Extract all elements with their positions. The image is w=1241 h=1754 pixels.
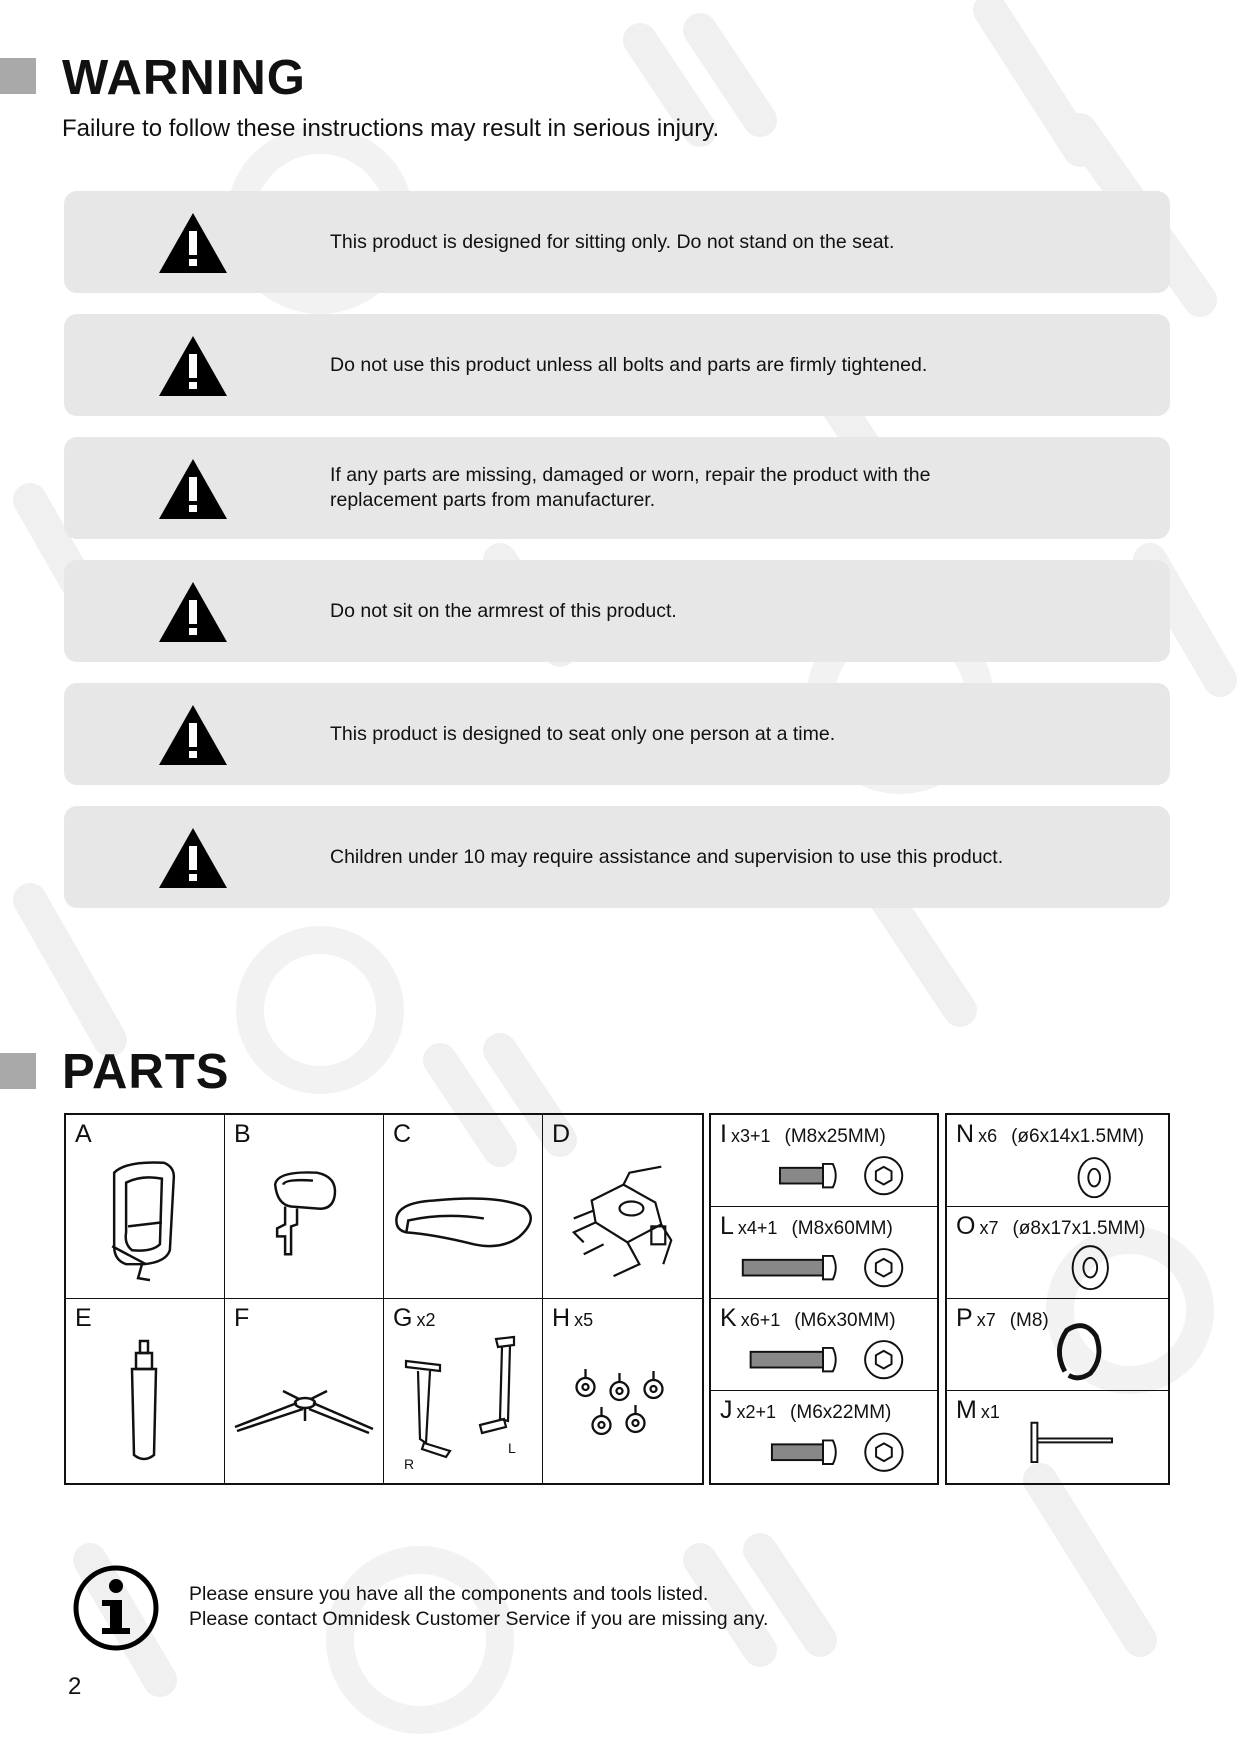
- part-spec: (M6x30MM): [794, 1310, 896, 1331]
- warning-item: [64, 314, 1170, 416]
- warning-section-marker: [0, 58, 36, 94]
- part-cell-h: [543, 1299, 702, 1483]
- mechanism-drawing: [543, 1115, 702, 1298]
- hardware-cell-n: [947, 1115, 1168, 1207]
- warning-title: WARNING: [62, 51, 306, 105]
- spring-washer-drawing: [947, 1299, 1168, 1390]
- part-letter: J: [720, 1396, 733, 1424]
- hardware-cell-p: [947, 1299, 1168, 1391]
- short-bolt-drawing: [711, 1115, 937, 1206]
- part-letter: C: [393, 1120, 412, 1148]
- part-letter: K: [720, 1304, 737, 1332]
- part-letter: B: [234, 1120, 251, 1148]
- part-quantity: x1: [980, 1402, 1000, 1422]
- part-spec: (M8): [1009, 1310, 1049, 1331]
- part-cell-a: [66, 1115, 225, 1299]
- part-letter: I: [720, 1120, 727, 1148]
- hardware-cell-o: [947, 1207, 1168, 1299]
- warning-item: [64, 191, 1170, 293]
- part-quantity: x7: [979, 1218, 999, 1238]
- hardware-cell-j: [711, 1391, 937, 1483]
- part-quantity: x2: [416, 1310, 436, 1330]
- part-cell-e: [66, 1299, 225, 1483]
- bolts-table: [709, 1113, 939, 1485]
- info-note: [189, 1582, 768, 1632]
- warning-triangle-icon: [159, 213, 227, 273]
- part-cell-g: [384, 1299, 543, 1483]
- warning-text: This product is designed to seat only one person at a time.: [330, 722, 836, 745]
- warning-subtitle: Failure to follow these instructions may result in serious injury.: [62, 115, 720, 142]
- warning-text: Children under 10 may require assistance and supervision to use this product.: [330, 845, 1004, 868]
- base-drawing: [225, 1299, 383, 1483]
- part-letter: O: [956, 1212, 976, 1240]
- part-letter: M: [956, 1396, 977, 1424]
- info-icon: [70, 1562, 162, 1654]
- hardware-cell-m: [947, 1391, 1168, 1483]
- large-washer-drawing: [947, 1207, 1168, 1298]
- part-quantity: x6+1: [740, 1310, 781, 1330]
- warning-item: [64, 806, 1170, 908]
- warning-triangle-icon: [159, 459, 227, 519]
- parts-section-marker: [0, 1053, 36, 1089]
- part-quantity: x2+1: [736, 1402, 777, 1422]
- armrests-drawing: [384, 1299, 542, 1483]
- part-spec: (ø6x14x1.5MM): [1011, 1126, 1145, 1147]
- gas-lift-drawing: [66, 1299, 224, 1483]
- casters-drawing: [543, 1299, 702, 1483]
- small-bolt-drawing: [711, 1391, 937, 1483]
- part-quantity: x7: [976, 1310, 996, 1330]
- warning-text: If any parts are missing, damaged or worn, repair the product with the replacement parts from manufacturer.: [330, 464, 931, 511]
- part-quantity: x4+1: [737, 1218, 778, 1238]
- part-cell-c: [384, 1115, 543, 1299]
- part-letter: E: [75, 1304, 92, 1332]
- part-quantity: x6: [978, 1126, 998, 1146]
- part-spec: (M8x25MM): [784, 1126, 886, 1147]
- warning-text: Do not sit on the armrest of this product.: [330, 599, 677, 622]
- part-letter: A: [75, 1120, 92, 1148]
- part-cell-d: [543, 1115, 702, 1299]
- part-spec: (M6x22MM): [790, 1402, 892, 1423]
- warning-triangle-icon: [159, 705, 227, 765]
- medium-bolt-drawing: [711, 1299, 937, 1390]
- hardware-cell-k: [711, 1299, 937, 1391]
- warning-item: [64, 437, 1170, 539]
- fittings-table: [945, 1113, 1170, 1485]
- left-arm-label: L: [508, 1440, 516, 1456]
- part-quantity: x5: [574, 1310, 594, 1330]
- part-letter: L: [720, 1212, 734, 1240]
- backrest-drawing: [66, 1115, 224, 1298]
- long-bolt-drawing: [711, 1207, 937, 1298]
- hardware-cell-l: [711, 1207, 937, 1299]
- part-letter: P: [956, 1304, 973, 1332]
- hardware-cell-i: [711, 1115, 937, 1207]
- warning-item: [64, 560, 1170, 662]
- part-cell-b: [225, 1115, 384, 1299]
- warning-item: [64, 683, 1170, 785]
- warning-list: [64, 191, 1170, 929]
- seat-drawing: [384, 1115, 542, 1298]
- warning-text: This product is designed for sitting only. Do not stand on the seat.: [330, 230, 895, 253]
- headrest-drawing: [225, 1115, 383, 1298]
- warning-text: Do not use this product unless all bolts and parts are firmly tightened.: [330, 353, 928, 376]
- right-arm-label: R: [404, 1456, 415, 1472]
- warning-triangle-icon: [159, 336, 227, 396]
- info-line-2: Please contact Omnidesk Customer Service if you are missing any.: [189, 1608, 769, 1630]
- small-washer-drawing: [947, 1115, 1168, 1206]
- warning-triangle-icon: [159, 582, 227, 642]
- parts-title: PARTS: [62, 1045, 230, 1099]
- part-letter: N: [956, 1120, 975, 1148]
- page-number: 2: [68, 1673, 82, 1700]
- allen-key-drawing: [947, 1391, 1168, 1483]
- part-quantity: x3+1: [730, 1126, 771, 1146]
- part-letter: D: [552, 1120, 571, 1148]
- info-line-1: Please ensure you have all the components and tools listed.: [189, 1583, 709, 1605]
- part-letter: H: [552, 1304, 571, 1332]
- part-spec: (M8x60MM): [791, 1218, 893, 1239]
- part-letter: F: [234, 1304, 250, 1332]
- parts-table: [64, 1113, 704, 1485]
- part-spec: (ø8x17x1.5MM): [1012, 1218, 1146, 1239]
- warning-triangle-icon: [159, 828, 227, 888]
- part-letter: G: [393, 1304, 413, 1332]
- part-cell-f: [225, 1299, 384, 1483]
